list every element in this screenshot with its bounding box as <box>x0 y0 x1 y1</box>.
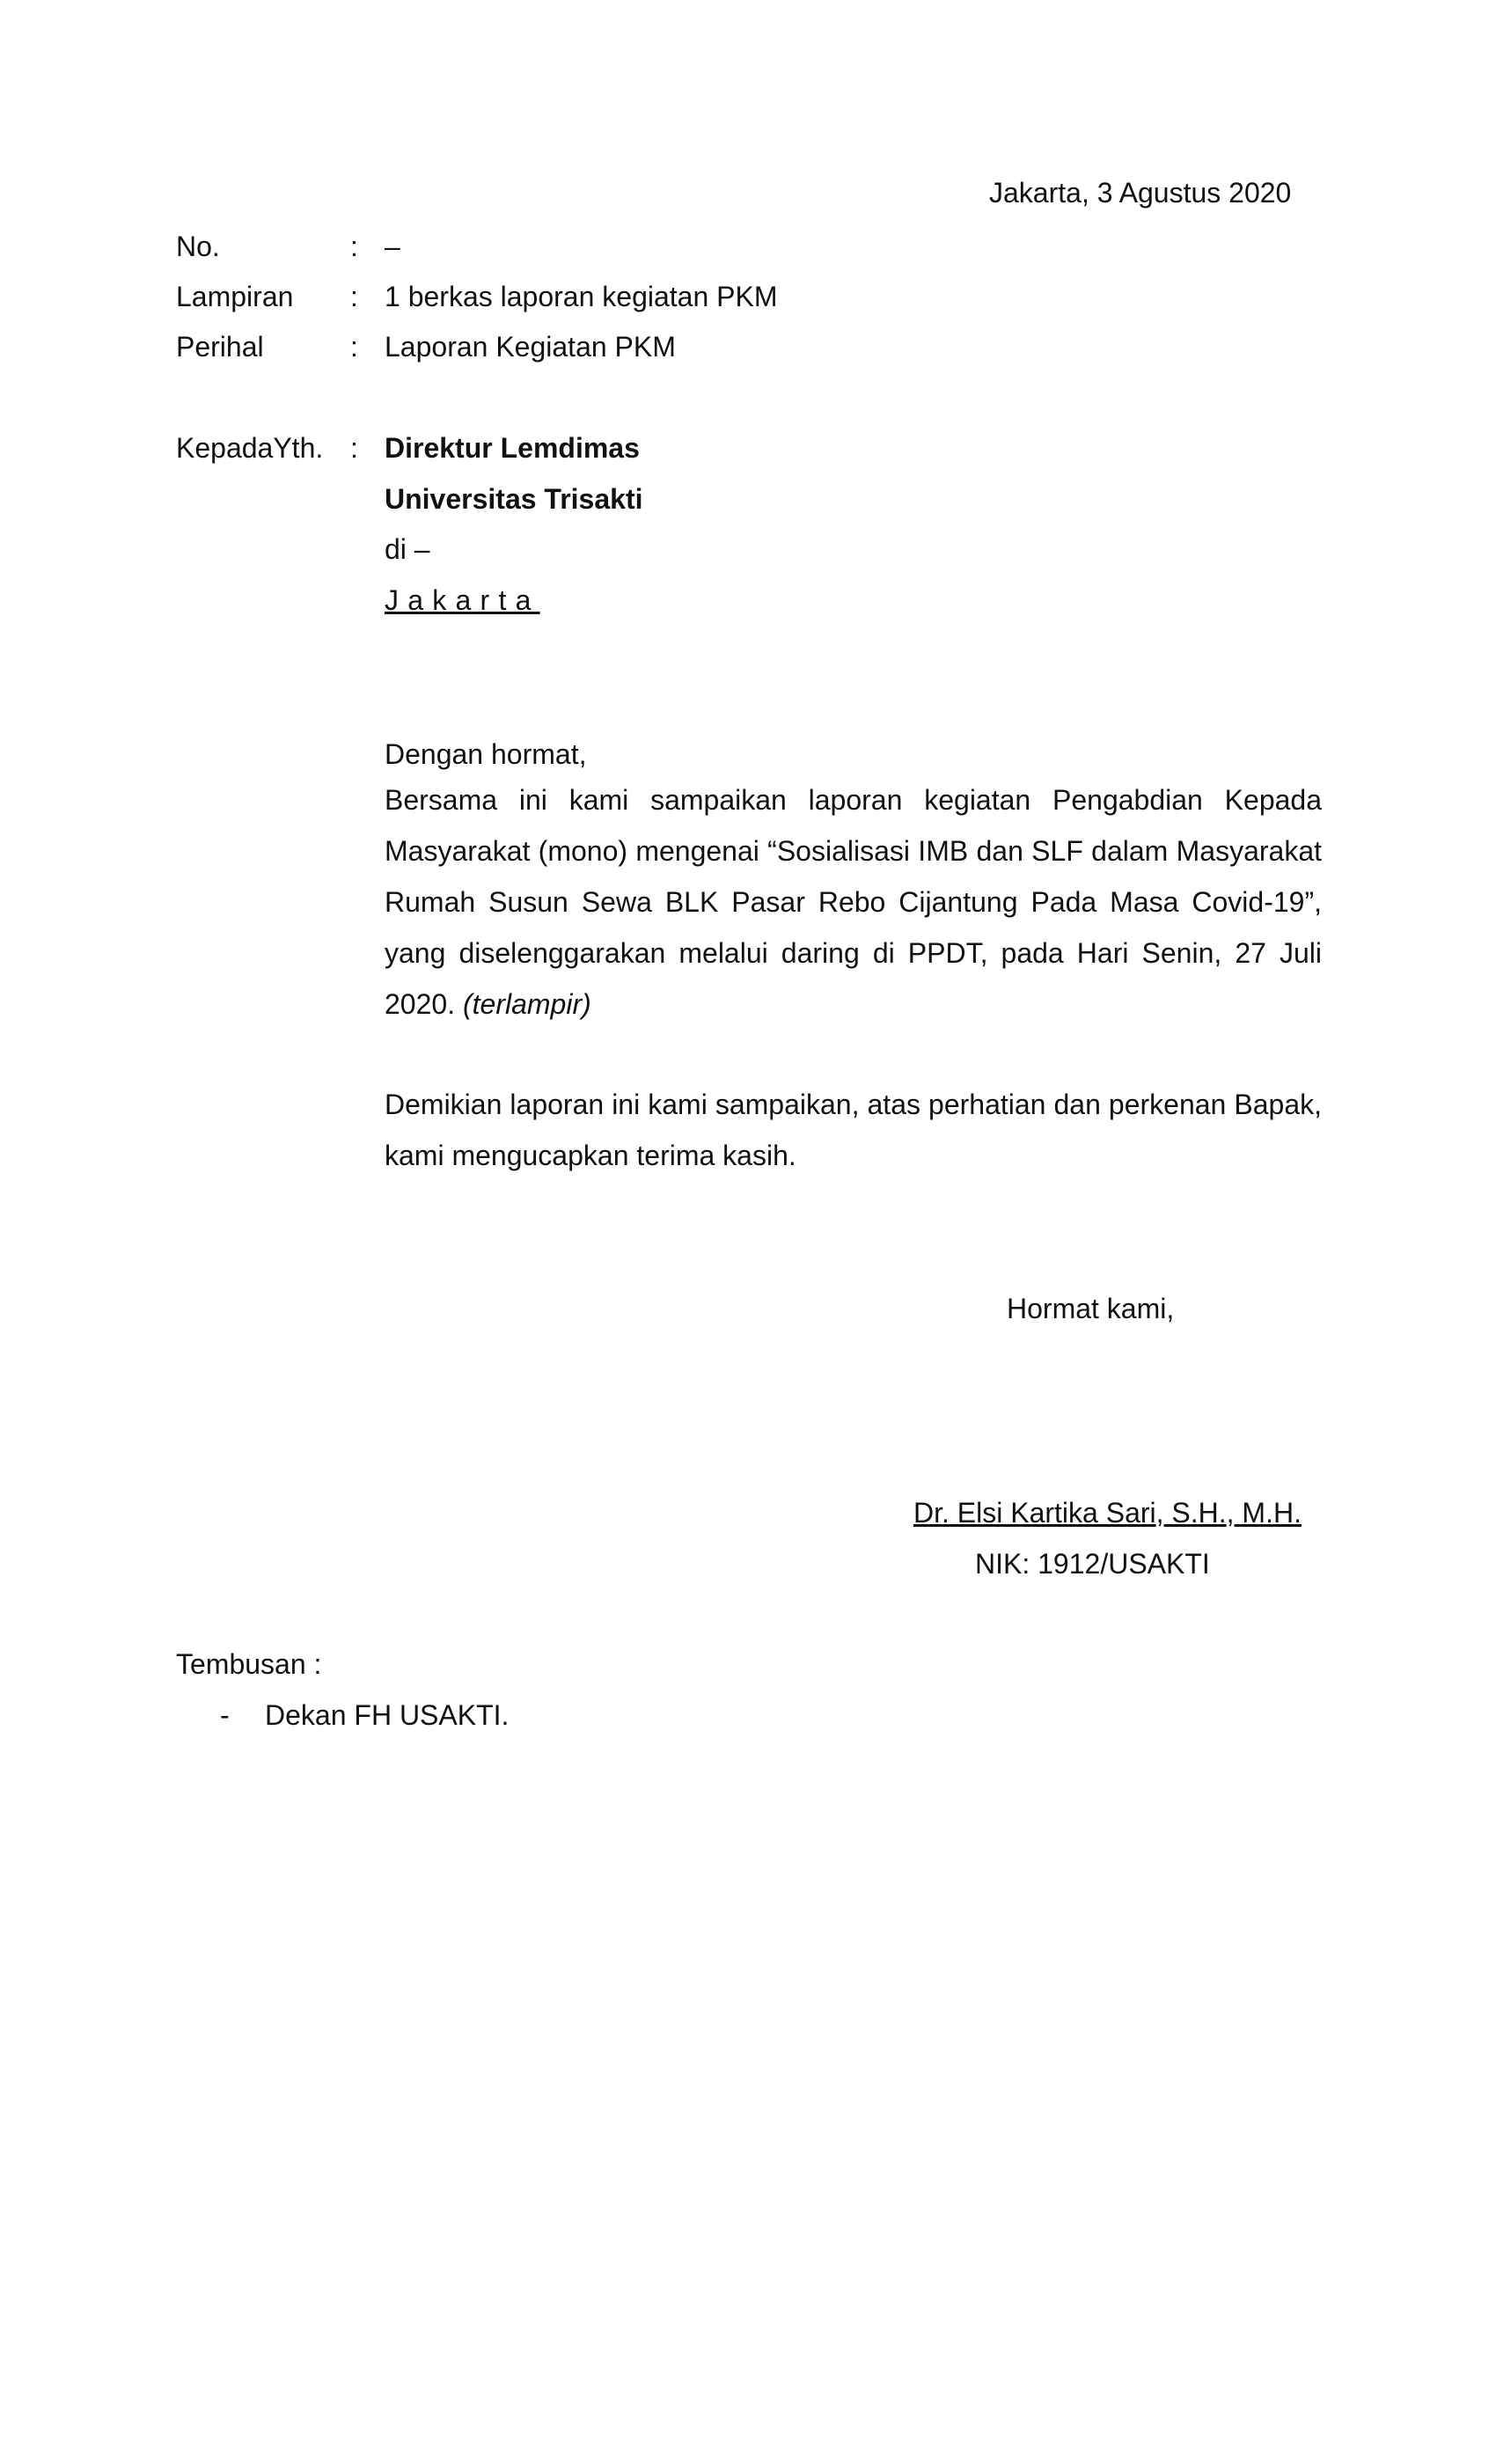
closing-salutation: Hormat kami, <box>1007 1293 1175 1324</box>
meta-perihal-label: Perihal <box>176 331 264 363</box>
cc-label: Tembusan : <box>176 1648 322 1680</box>
meta-lampiran-value: 1 berkas laporan kegiatan PKM <box>385 281 778 312</box>
cc-item-text: Dekan FH USAKTI. <box>265 1699 510 1731</box>
meta-no-label: No. <box>176 231 220 262</box>
signer-nik: NIK: 1912/USAKTI <box>975 1548 1210 1580</box>
body-paragraph-1-text: Bersama ini kami sampaikan laporan kegiatan Pengabdian Kepada Masyarakat (mono) mengenai “Sosialisasi IMB dan SLF dalam Masyarakat Rumah Susun Sewa BLK Pasar Rebo Cijantung Pada Masa Covid-19”, yang diselenggarakan melalui daring di PPDT, pada Hari Senin, 27 Juli 2020. <box>385 784 1322 1020</box>
recipient-institution: Universitas Trisakti <box>385 483 643 515</box>
meta-no-colon: : <box>350 231 358 262</box>
meta-kepada-colon: : <box>350 432 358 464</box>
recipient-title: Direktur Lemdimas <box>385 432 640 464</box>
signer-name: Dr. Elsi Kartika Sari, S.H., M.H. <box>913 1497 1302 1529</box>
body-paragraph-1 <box>385 774 1322 1030</box>
letter-date: Jakarta, 3 Agustus 2020 <box>989 177 1292 209</box>
attachment-note: (terlampir) <box>462 988 591 1020</box>
meta-kepada-label: KepadaYth. <box>176 432 324 464</box>
recipient-di: di – <box>385 533 430 565</box>
greeting: Dengan hormat, <box>385 738 587 770</box>
meta-lampiran-colon: : <box>350 281 358 312</box>
body-paragraph-2: Demikian laporan ini kami sampaikan, atas perhatian dan perkenan Bapak, kami mengucapkan terima kasih. <box>385 1089 1322 1171</box>
recipient-city: Jakarta <box>385 584 540 616</box>
meta-no-value: – <box>385 231 400 262</box>
meta-perihal-colon: : <box>350 331 358 363</box>
meta-perihal-value: Laporan Kegiatan PKM <box>385 331 676 363</box>
cc-bullet: - <box>220 1699 230 1731</box>
meta-lampiran-label: Lampiran <box>176 281 294 312</box>
